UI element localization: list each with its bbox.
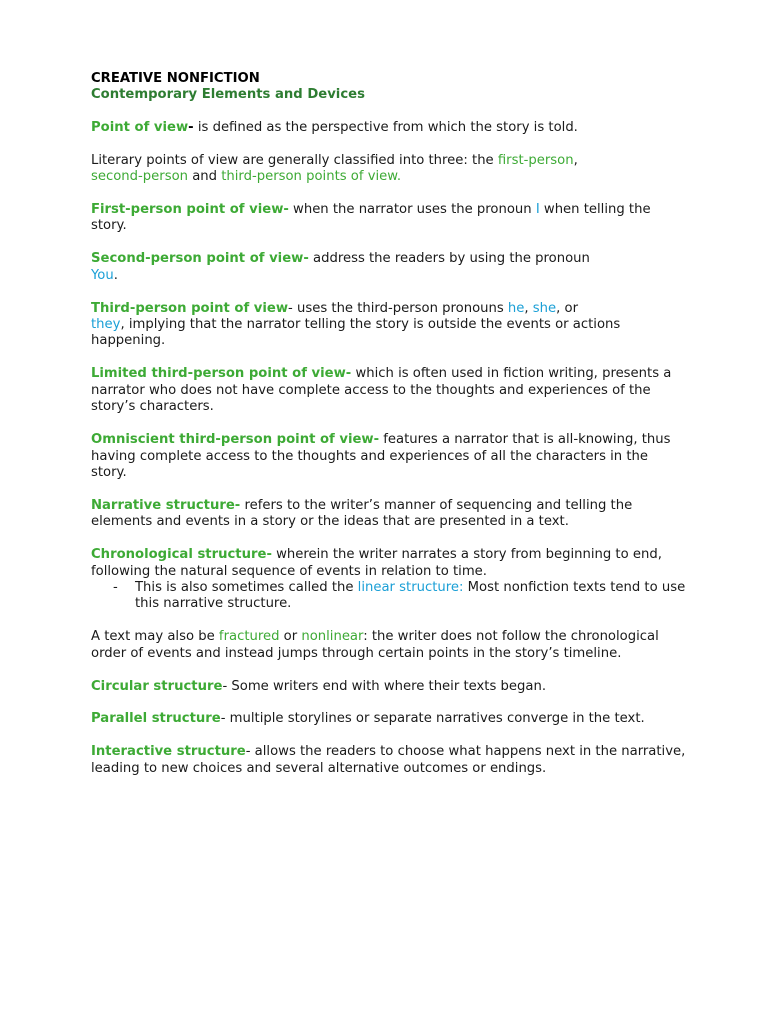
pronoun-you: You bbox=[91, 267, 114, 283]
bullet-dash: - bbox=[113, 579, 118, 595]
first-person-text-end: when telling the story. bbox=[91, 202, 651, 234]
narrative-structure-term: Narrative structure- bbox=[91, 497, 241, 513]
classification-paragraph bbox=[91, 153, 686, 186]
omniscient-text: features a narrator that is all-knowing, thus having complete access to the thoughts and experiences of all the characters in the story. bbox=[91, 432, 671, 480]
circular-text: - Some writers end with where their texts began. bbox=[222, 678, 547, 694]
classification-comma: , bbox=[573, 152, 578, 168]
second-person-term: Second-person point of view- bbox=[91, 251, 309, 267]
third-person-paragraph bbox=[91, 301, 686, 350]
first-person-paragraph bbox=[91, 202, 686, 235]
second-person-paragraph bbox=[91, 251, 686, 284]
first-person-highlight: first-person bbox=[497, 152, 574, 168]
interactive-term: Interactive structure bbox=[91, 744, 246, 760]
second-person-period: . bbox=[113, 267, 118, 283]
chronological-term: Chronological structure- bbox=[91, 547, 272, 563]
pronoun-they: they bbox=[91, 317, 121, 333]
third-person-text: - uses the third-person pronouns bbox=[288, 300, 508, 316]
fractured-or: or bbox=[279, 629, 302, 645]
first-person-term: First-person point of view- bbox=[91, 202, 289, 218]
first-person-text: when the narrator uses the pronoun bbox=[288, 202, 536, 218]
linear-structure-text bbox=[135, 580, 686, 613]
circular-paragraph bbox=[91, 679, 686, 695]
omniscient-paragraph bbox=[91, 432, 686, 481]
nonlinear-highlight: nonlinear bbox=[301, 629, 364, 645]
linear-structure-highlight: linear structure: bbox=[357, 579, 464, 595]
classification-text: Literary points of view are generally classified into three: the bbox=[91, 152, 498, 168]
limited-third-person-text: which is often used in fiction writing, presents a narrator who does not have complete access to the thoughts and experiences of the story’s characters. bbox=[91, 366, 672, 415]
third-person-term: Third-person point of view bbox=[91, 300, 289, 316]
chronological-text: wherein the writer narrates a story from beginning to end, following the natural sequence of events in relation to time. bbox=[91, 547, 662, 579]
third-person-sep1: , bbox=[524, 300, 533, 316]
pronoun-i: I bbox=[535, 202, 540, 218]
limited-third-person-paragraph bbox=[91, 366, 686, 415]
point-of-view-term: Point of view bbox=[91, 119, 189, 135]
fractured-text: A text may also be bbox=[91, 629, 219, 645]
point-of-view-paragraph bbox=[91, 120, 686, 136]
narrative-structure-paragraph bbox=[91, 498, 686, 531]
second-person-highlight: second-person bbox=[91, 169, 188, 185]
document-title: CREATIVE NONFICTION bbox=[91, 71, 260, 86]
document-subtitle: Contemporary Elements and Devices bbox=[91, 87, 365, 103]
third-person-sep2: , or bbox=[556, 300, 579, 316]
fractured-highlight: fractured bbox=[218, 629, 280, 645]
chronological-paragraph bbox=[91, 547, 686, 580]
second-person-text: address the readers by using the pronoun bbox=[308, 251, 590, 267]
fractured-text-end: : the writer does not follow the chronological order of events and instead jumps through certain points in the story’s timeline. bbox=[91, 629, 659, 661]
linear-structure-bullet bbox=[91, 580, 686, 613]
pronoun-she: she bbox=[532, 300, 557, 316]
parallel-text: - multiple storylines or separate narratives converge in the text. bbox=[220, 711, 645, 727]
point-of-view-definition: is defined as the perspective from which the story is told. bbox=[193, 119, 578, 135]
omniscient-term: Omniscient third-person point of view- bbox=[91, 432, 380, 448]
linear-structure-intro: This is also sometimes called the bbox=[135, 579, 358, 595]
parallel-term: Parallel structure bbox=[91, 711, 221, 727]
classification-and: and bbox=[188, 169, 222, 185]
third-person-text-end: , implying that the narrator telling the story is outside the events or actions happening. bbox=[91, 317, 621, 349]
document-page bbox=[91, 71, 686, 794]
interactive-paragraph bbox=[91, 744, 686, 777]
limited-third-person-term: Limited third-person point of view- bbox=[91, 366, 352, 382]
circular-term: Circular structure bbox=[91, 678, 223, 694]
narrative-structure-text: refers to the writer’s manner of sequencing and telling the elements and events in a story or the ideas that are presented in a text. bbox=[91, 497, 633, 530]
third-person-highlight: third-person points of view. bbox=[221, 169, 402, 185]
interactive-text: - allows the readers to choose what happens next in the narrative, leading to new choices and several alternative outcomes or endings. bbox=[91, 744, 686, 776]
parallel-paragraph bbox=[91, 711, 686, 727]
point-of-view-dash: - bbox=[188, 119, 194, 135]
fractured-paragraph bbox=[91, 629, 686, 662]
linear-structure-end: Most nonfiction texts tend to use this narrative structure. bbox=[135, 579, 686, 612]
pronoun-he: he bbox=[507, 300, 525, 316]
